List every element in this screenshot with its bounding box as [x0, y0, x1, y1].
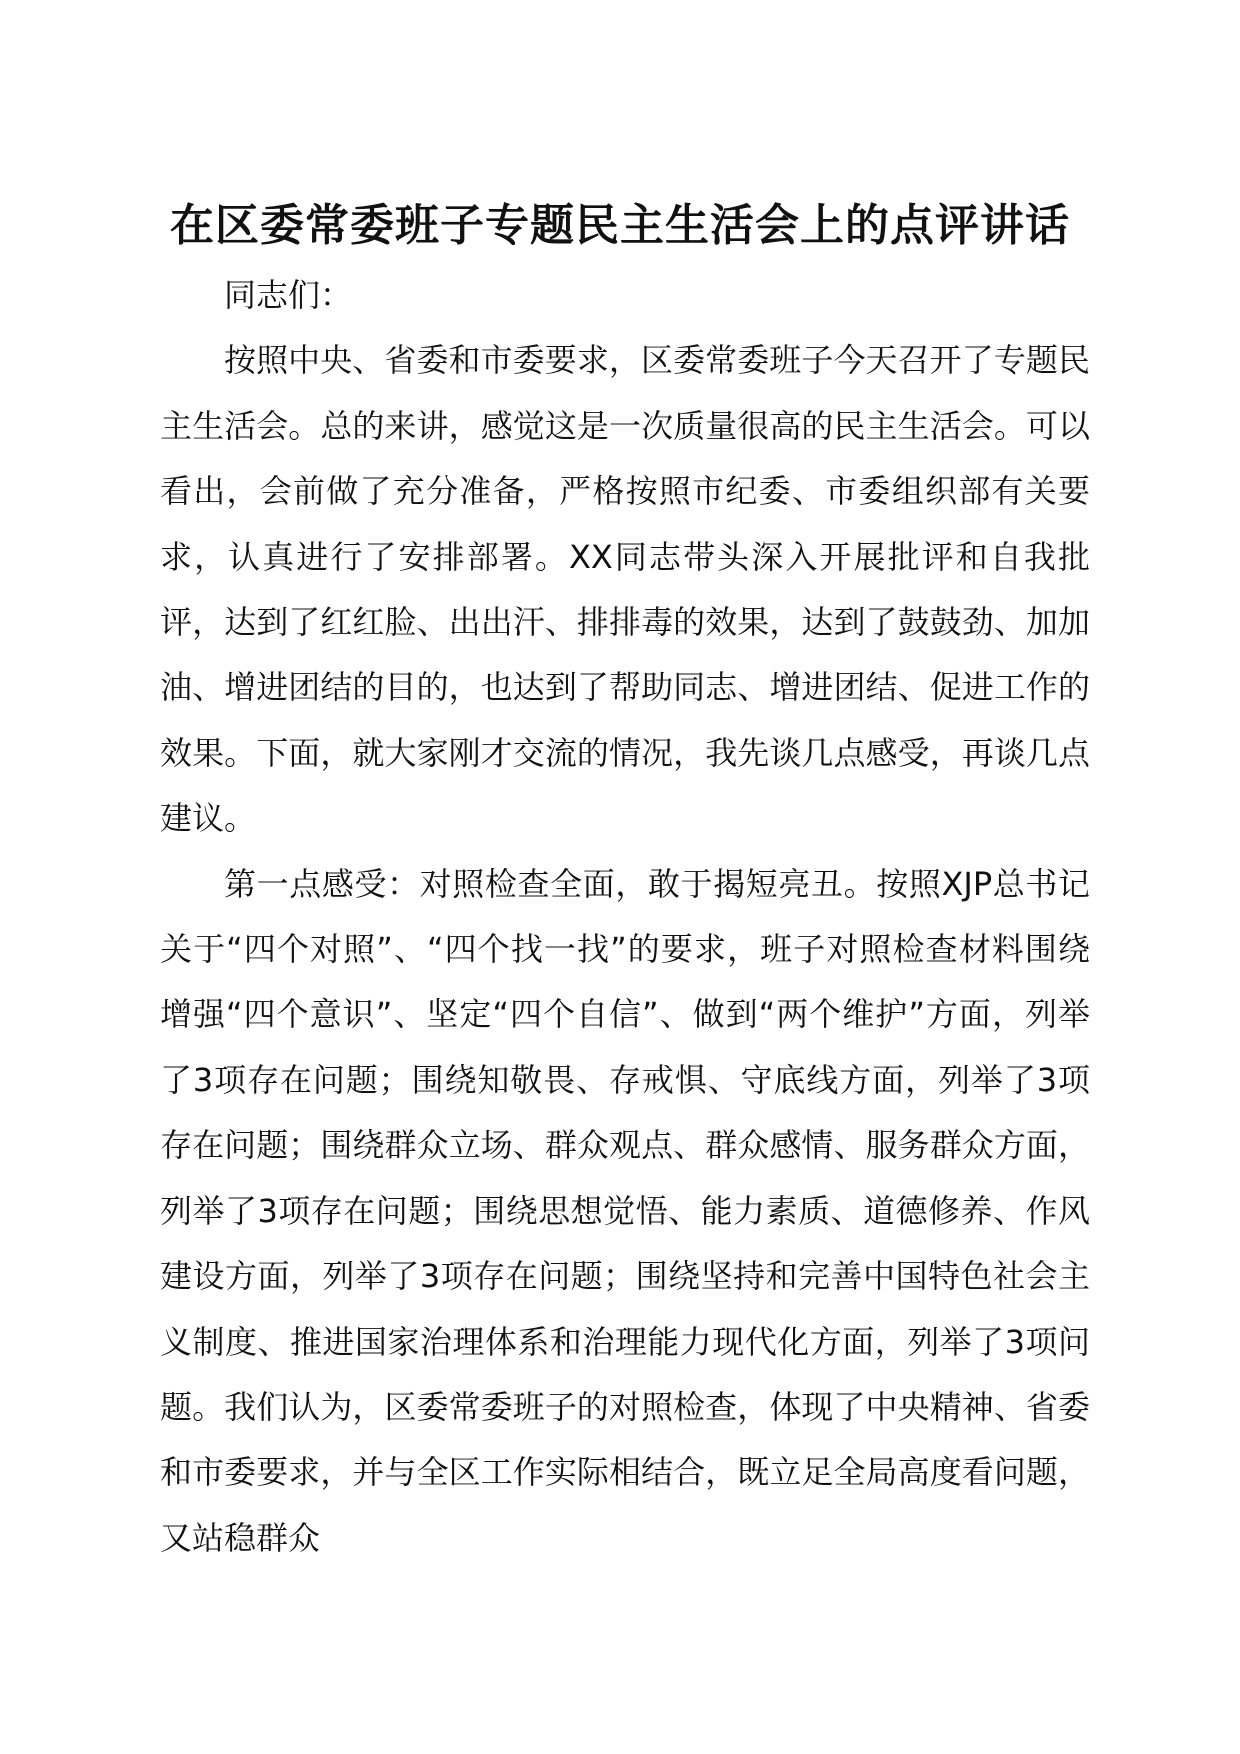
- paragraph-2: 第一点感受：对照检查全面，敢于揭短亮丑。按照XJP总书记关于“四个对照”、“四个找一找”的要求，班子对照检查材料围绕增强“四个意识”、坚定“四个自信”、做到“两个维护”方面，列举了3项存在问题；围绕知敬畏、存戒惧、守底线方面，列举了3项存在问题；围绕群众立场、群众观点、群众感情、服务群众方面，列举了3项存在问题；围绕思想觉悟、能力素质、道德修养、作风建设方面，列举了3项存在问题；围绕坚持和完善中国特色社会主义制度、推进国家治理体系和治理能力现代化方面，列举了3项问题。我们认为，区委常委班子的对照检查，体现了中央精神、省委和市委要求，并与全区工作实际相结合，既立足全局高度看问题，又站稳群众: [160, 864, 1090, 1557]
- document-body: [160, 263, 1090, 1571]
- salutation: 同志们：: [224, 276, 353, 314]
- paragraph-1: 按照中央、省委和市委要求，区委常委班子今天召开了专题民主生活会。总的来讲，感觉这是一次质量很高的民主生活会。可以看出，会前做了充分准备，严格按照市纪委、市委组织部有关要求，认真进行了安排部署。XX同志带头深入开展批评和自我批评，达到了红红脸、出出汗、排排毒的效果，达到了鼓鼓劲、加加油、增进团结的目的，也达到了帮助同志、增进团结、促进工作的效果。下面，就大家刚才交流的情况，我先谈几点感受，再谈几点建议。: [160, 341, 1090, 838]
- document-title: 在区委常委班子专题民主生活会上的点评讲话: [170, 200, 1070, 251]
